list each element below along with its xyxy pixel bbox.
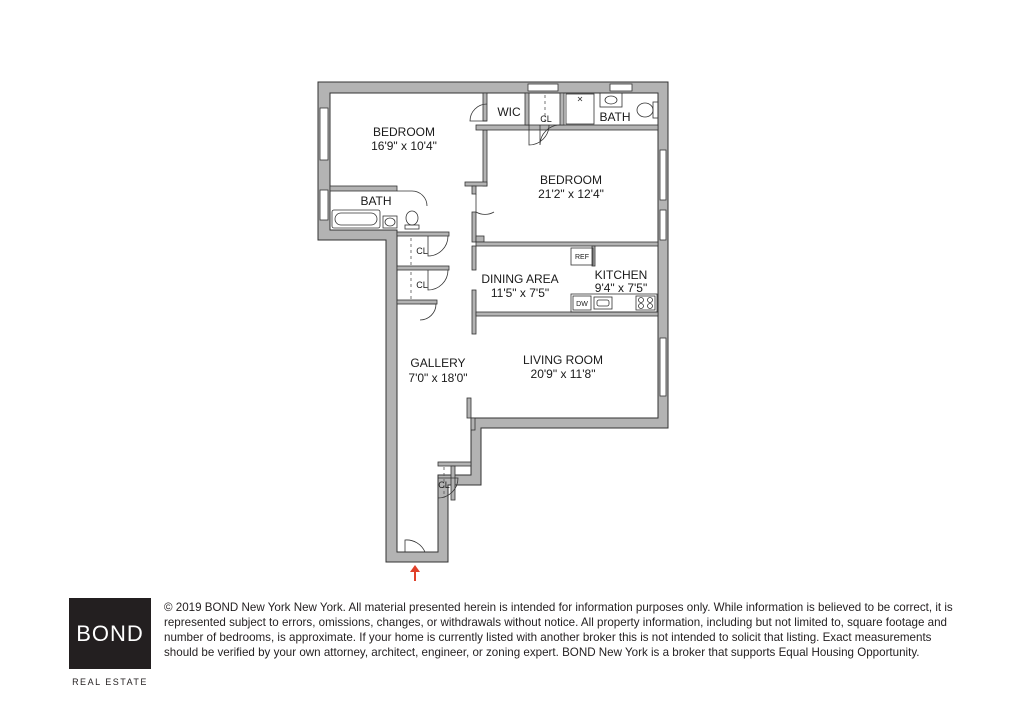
toilet-icon [637, 103, 653, 117]
gallery-name: GALLERY [410, 356, 466, 370]
closet-label: CL [416, 246, 428, 256]
dining-dims: 11'5" x 7'5" [490, 286, 550, 300]
living-dims: 20'9" x 11'8" [530, 367, 596, 381]
bath2-name: BATH [599, 110, 631, 124]
kitchen-name: KITCHEN [594, 268, 648, 282]
disclaimer-text: © 2019 BOND New York New York. All material presented herein is intended for information purposes only. While information is believed to be correct, it is represented subject to errors, omissions, changes, or withdrawals without notice. All property information, including but not limited to, square footage and number of bedrooms, is approximate. If your home is currently listed with another broker this is not intended to solicit that listing. Exact measurements should be verified by your own attorney, architect, engineer, or zoning expert. BOND New York is a broker that supports Equal Housing Opportunity. [164, 601, 953, 659]
closet-label: CL [540, 114, 552, 124]
exterior-wall [318, 82, 668, 562]
bedroom2-dims: 21'2" x 12'4" [538, 187, 604, 201]
dining-name: DINING AREA [481, 272, 559, 286]
entry-arrow-icon [410, 565, 420, 581]
dishwasher-label: DW [576, 301, 588, 308]
toilet-icon [406, 211, 418, 225]
logo-text: BOND [76, 620, 144, 646]
logo-subtitle: REAL ESTATE [72, 677, 148, 687]
bond-logo [69, 598, 151, 669]
living-name: LIVING ROOM [522, 353, 604, 367]
closet-label: CL [438, 480, 450, 490]
kitchen-dims: 9'4" x 7'5" [594, 281, 648, 295]
gallery-dims: 7'0" x 18'0" [408, 371, 468, 385]
closet-label: CL [416, 280, 428, 290]
bedroom1-dims: 16'9" x 10'4" [371, 139, 437, 153]
sink-icon [600, 93, 622, 107]
bedroom1-name: BEDROOM [372, 125, 436, 139]
refrigerator-label: REF [575, 254, 589, 261]
wic-name: WIC [497, 105, 521, 119]
bath1-name: BATH [360, 194, 392, 208]
bedroom2-name: BEDROOM [539, 173, 603, 187]
